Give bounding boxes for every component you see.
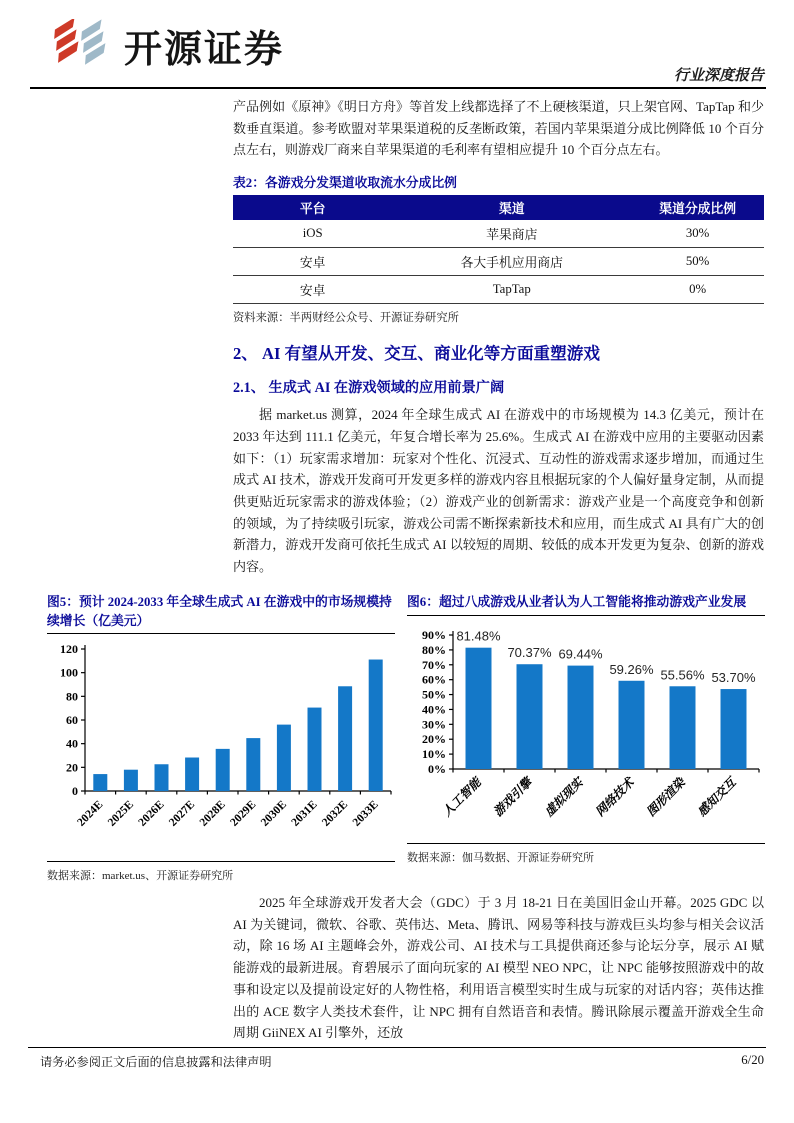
svg-text:80: 80: [66, 689, 78, 704]
table-cell: 30%: [631, 220, 764, 248]
svg-text:2024E: 2024E: [75, 798, 106, 829]
figures-row: [47, 593, 765, 883]
svg-text:网络技术: 网络技术: [592, 774, 637, 819]
page-number: 6/20: [741, 1053, 764, 1067]
figure-6-title: 图6：超过八成游戏从业者认为人工智能将推动游戏产业发展: [407, 593, 765, 616]
figure-6: [407, 593, 765, 883]
svg-text:120: 120: [60, 642, 78, 656]
table-header-cell: 平台: [233, 195, 392, 220]
svg-text:60%: 60%: [422, 672, 446, 687]
svg-text:81.48%: 81.48%: [456, 628, 501, 644]
table2-caption: 表2：各游戏分发渠道收取流水分成比例: [233, 176, 457, 191]
paragraph-channel-share: 产品例如《原神》《明日方舟》等首发上线都选择了不上硬核渠道，只上架官网、TapTap 和少数垂直渠道。参考欧盟对苹果渠道税的反垄断政策，若国内苹果渠道分成比例降低 10 个百分点左右，则游戏厂商来自苹果渠道的毛利率有望相应提升 10 个百分点左右。: [233, 99, 764, 158]
svg-text:0: 0: [72, 784, 78, 798]
svg-text:2029E: 2029E: [228, 798, 259, 829]
svg-text:10%: 10%: [422, 746, 446, 761]
svg-text:50%: 50%: [422, 687, 446, 702]
svg-text:图形渲染: 图形渲染: [643, 774, 688, 819]
svg-text:2027E: 2027E: [167, 798, 198, 829]
section-heading-2: 2、 AI 有望从开发、交互、商业化等方面重塑游戏: [233, 344, 600, 364]
paragraph-genai-market: 据 market.us 测算，2024 年全球生成式 AI 在游戏中的市场规模为 14.3 亿美元，预计在 2033 年达到 111.1 亿美元，年复合增长率为 25.6%。生成式 AI 在游戏中应用的主要驱动因素如下：（1）玩家需求增加：玩家对个性化、沉浸式、互动性的游戏需求逐步增加，而通过生成式 AI 技术，游戏开发商可开发更多样的游戏内容且根据玩家的个人偏好量身定制，从而提供更贴近玩家需求的游戏体验；（2）游戏产业的创新需求：游戏产业是一个高度竞争和创新的领域，为了持续吸引玩家，游戏公司需不断探索新技术和应用，而生成式 AI 具有广大的创新潜力，游戏开发商可依托生成式 AI 以较短的周期、较低的成本开发更为复杂、创新的游戏内容。: [233, 407, 764, 575]
table2-channel-share: [233, 195, 764, 304]
table-row: [233, 220, 764, 248]
svg-text:40: 40: [66, 736, 78, 751]
logo-wheat-icon: [52, 19, 114, 73]
logo-text: 开源证券: [124, 29, 285, 71]
fig5-bar-chart: [47, 639, 395, 861]
paragraph-gdc-2025: 2025 年全球游戏开发者大会（GDC）于 3 月 18-21 日在美国旧金山开幕。2025 GDC 以 AI 为关键词，微软、谷歌、英伟达、Meta、腾讯、网易等科技与游戏巨头均参与相关会议活动，除 16 场 AI 主题峰会外，游戏公司、AI 技术与工具提供商还参与论坛分享，展示 AI 赋能游戏的最新进展。育碧展示了面向玩家的 AI 模型 NEO NPC，让 NPC 能够按照游戏中的故事和设定以及提前设定好的人物性格，利用语言模型实时生成与玩家的对话内容；英伟达推出的 ACE 数字人类技术套件，让 NPC 拥有自然语音和表情。腾讯除展示覆盖开游戏全生命周期 GiiNEX AI 引擎外，还放: [233, 895, 764, 1041]
svg-text:59.26%: 59.26%: [609, 661, 654, 677]
figure-6-source: 数据来源：伽马数据、开源证券研究所: [407, 843, 765, 865]
company-logo: [52, 18, 284, 73]
table-header-cell: 渠道: [392, 195, 631, 220]
figure-5-source: 数据来源：market.us、开源证券研究所: [47, 861, 395, 883]
svg-text:虚拟现实: 虚拟现实: [541, 774, 586, 819]
section-heading-2-1: 2.1、 生成式 AI 在游戏领域的应用前景广阔: [233, 380, 505, 397]
table-row: [233, 276, 764, 304]
svg-text:感知交互: 感知交互: [694, 774, 739, 819]
table-cell: 50%: [631, 248, 764, 276]
svg-text:55.56%: 55.56%: [660, 666, 705, 682]
table2-source: 资料来源：半两财经公众号、开源证券研究所: [233, 312, 459, 325]
svg-text:40%: 40%: [422, 701, 446, 716]
bottom-text-column: [233, 892, 764, 1045]
table-cell: iOS: [233, 220, 392, 248]
table-row: [233, 248, 764, 276]
svg-text:20: 20: [66, 760, 78, 775]
svg-text:2033E: 2033E: [350, 798, 381, 829]
svg-text:80%: 80%: [422, 642, 446, 657]
footer-disclaimer: 请务必参阅正文后面的信息披露和法律声明: [40, 1055, 272, 1069]
footer-divider: [28, 1047, 766, 1048]
svg-text:2032E: 2032E: [320, 798, 351, 829]
svg-text:53.70%: 53.70%: [711, 669, 756, 685]
table-cell: 0%: [631, 276, 764, 304]
table-cell: 安卓: [233, 248, 392, 276]
header-divider: [30, 87, 766, 89]
svg-text:69.44%: 69.44%: [558, 646, 603, 662]
table2-head: [233, 195, 764, 220]
svg-text:游戏引擎: 游戏引擎: [490, 774, 535, 819]
svg-text:100: 100: [60, 665, 78, 680]
fig6-bar-chart: [407, 621, 765, 843]
svg-text:20%: 20%: [422, 731, 446, 746]
table-cell: 苹果商店: [392, 220, 631, 248]
table-cell: 安卓: [233, 276, 392, 304]
svg-text:2025E: 2025E: [105, 798, 137, 829]
table2-body: [233, 220, 764, 304]
svg-text:0%: 0%: [428, 761, 446, 776]
svg-text:2026E: 2026E: [136, 798, 167, 829]
svg-text:2028E: 2028E: [197, 798, 228, 829]
svg-text:2030E: 2030E: [258, 798, 290, 829]
svg-text:30%: 30%: [422, 716, 446, 731]
svg-text:70.37%: 70.37%: [507, 644, 552, 660]
figure-5-title: 图5：预计 2024-2033 年全球生成式 AI 在游戏中的市场规模持续增长（亿美元）: [47, 593, 395, 634]
svg-text:2031E: 2031E: [289, 798, 320, 829]
figure-5: [47, 593, 395, 883]
table-header-cell: 渠道分成比例: [631, 195, 764, 220]
svg-text:60: 60: [66, 713, 78, 727]
table-cell: 各大手机应用商店: [392, 248, 631, 276]
report-type-label: 行业深度报告: [673, 68, 764, 84]
svg-text:70%: 70%: [422, 657, 446, 672]
table-cell: TapTap: [392, 276, 631, 304]
svg-text:人工智能: 人工智能: [439, 774, 484, 819]
main-text-column: [233, 96, 764, 593]
svg-text:90%: 90%: [422, 627, 446, 642]
